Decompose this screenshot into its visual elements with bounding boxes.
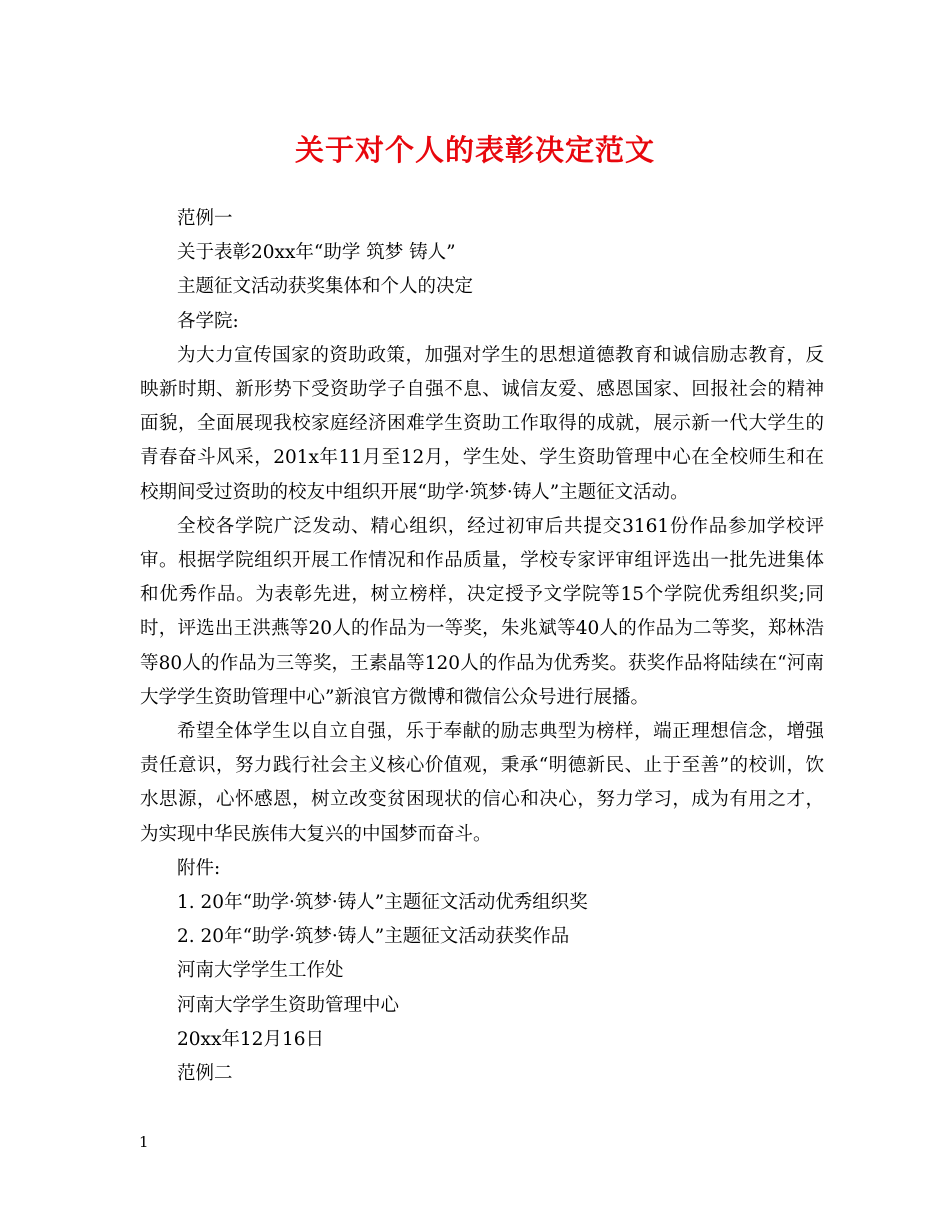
paragraph-date: 20xx年12月16日 — [177, 1028, 324, 1050]
paragraph-attachment-1: 1. 20年“助学·筑梦·铸人”主题征文活动优秀组织奖 — [177, 892, 588, 914]
page-number: 1 — [139, 1133, 149, 1151]
paragraph-decision-title-line-1: 关于表彰20xx年“助学 筑梦 铸人” — [177, 242, 456, 264]
paragraph-hope: 希望全体学生以自立自强，乐于奉献的励志典型为榜样，端正理想信念，增强责任意识，努力践行社会主义核心价值观，秉承“明德新民、止于至善”的校训，饮水思源，心怀感恩，树立改变贫困现状的信心和决心，努力学习，成为有用之才，为实现中华民族伟大复兴的中国梦而奋斗。 — [140, 721, 824, 845]
paragraph-issuer-2: 河南大学学生资助管理中心 — [177, 994, 400, 1016]
paragraph-salutation: 各学院: — [177, 310, 239, 332]
paragraph-example-2-heading: 范例二 — [177, 1063, 233, 1085]
paragraph-example-1-heading: 范例一 — [177, 208, 233, 229]
document-title: 关于对个人的表彰决定范文 — [294, 133, 655, 167]
paragraph-awards: 全校各学院广泛发动、精心组织，经过初审后共提交3161份作品参加学校评审。根据学院组织开展工作情况和作品质量，学校专家评审组评选出一批先进集体和优秀作品。为表彰先进，树立榜样，决定授予文学院等15个学院优秀组织奖;同时，评选出王洪燕等20人的作品为一等奖，朱兆斌等40人的作品为二等奖，郑林浩等80人的作品为三等奖，王素晶等120人的作品为优秀奖。获奖作品将陆续在“河南大学学生资助管理中心”新浪官方微博和微信公众号进行展播。 — [140, 515, 824, 708]
document-body — [140, 202, 824, 1091]
paragraph-attachment-2: 2. 20年“助学·筑梦·铸人”主题征文活动获奖作品 — [177, 926, 570, 948]
paragraph-attachments-label: 附件: — [177, 857, 221, 879]
paragraph-issuer-1: 河南大学学生工作处 — [177, 960, 344, 982]
paragraph-decision-title-line-2: 主题征文活动获奖集体和个人的决定 — [177, 276, 474, 298]
paragraph-background: 为大力宣传国家的资助政策，加强对学生的思想道德教育和诚信励志教育，反映新时期、新形势下受资助学子自强不息、诚信友爱、感恩国家、回报社会的精神面貌，全面展现我校家庭经济困难学生资助工作取得的成就，展示新一代大学生的青春奋斗风采，201x年11月至12月，学生处、学生资助管理中心在全校师生和在校期间受过资助的校友中组织开展“助学·筑梦·铸人”主题征文活动。 — [140, 344, 824, 503]
